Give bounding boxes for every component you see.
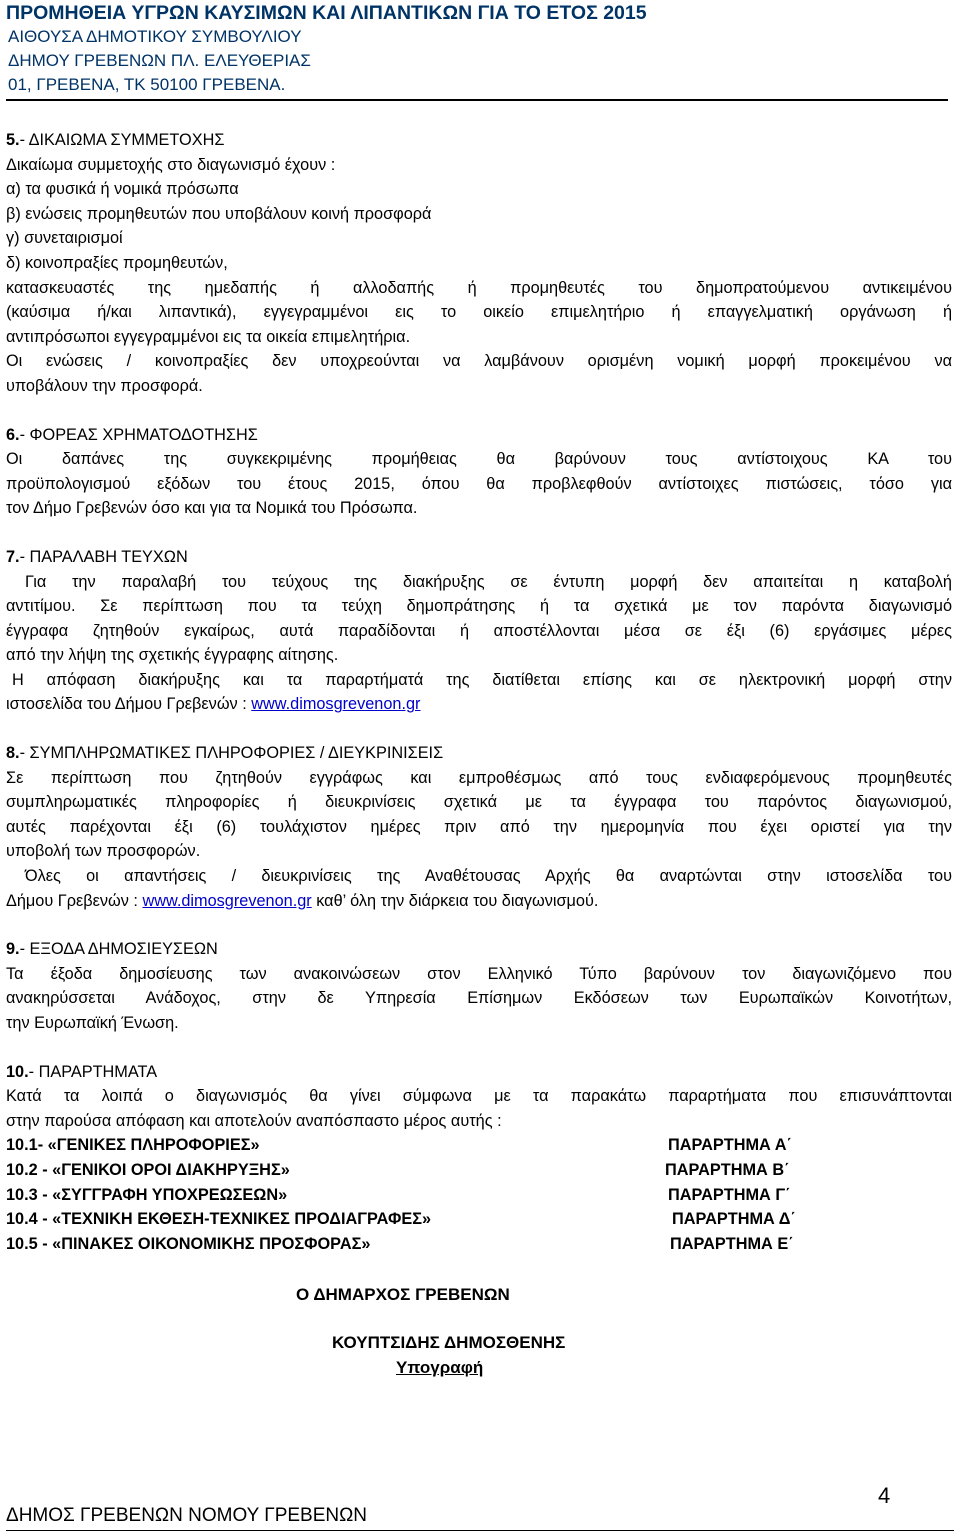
annex-row [6, 1207, 952, 1232]
annex-name: 10.3 - «ΣΥΓΓΡΑΦΗ ΥΠΟΧΡΕΩΣΕΩΝ» [6, 1185, 288, 1204]
section-9-title: - ΕΞΟΔΑ ΔΗΜΟΣΙΕΥΣΕΩΝ [19, 940, 218, 959]
mayor-name: ΚΟΥΠΤΣΙΔΗΣ ΔΗΜΟΣΘΕΝΗΣ [332, 1333, 566, 1352]
footer-municipality: ΔΗΜΟΣ ΓΡΕΒΕΝΩΝ ΝΟΜΟΥ ΓΡΕΒΕΝΩΝ [6, 1505, 368, 1526]
section-6-paragraph-line: τον Δήμο Γρεβενών όσο και για τα Νομικά του Πρόσωπα. [6, 499, 418, 518]
section-8-heading [6, 741, 952, 766]
section-7-number: 7. [6, 547, 20, 566]
section-6-paragraph-line: Οι δαπάνες της συγκεκριμένης προμήθειας θα βαρύνουν τους αντίστοιχους ΚΑ του [6, 450, 952, 469]
section-6-heading [6, 423, 952, 448]
section-5-paragraph-line: αντιπρόσωποι εγγεγραμμένοι εις τα οικεία επιμελητήρια. [6, 327, 411, 346]
section-5-title: - ΔΙΚΑΙΩΜΑ ΣΥΜΜΕΤΟΧΗΣ [19, 131, 225, 149]
section-7-paragraph-line: Η απόφαση διακήρυξης και τα παραρτήματά της διατίθεται επίσης και σε ηλεκτρονική μορφή στην [12, 670, 952, 689]
annex-row [6, 1133, 952, 1158]
section-7-paragraph-line: Για την παραλαβή του τεύχους της διακήρυξης σε έντυπη μορφή δεν απαιτείται η καταβολή [25, 572, 952, 591]
section-8-number: 8. [6, 744, 20, 763]
section-7-paragraph-line: αντιτίμου. Σε περίπτωση που τα τεύχη δημοπράτησης ή τα σχετικά με τον παρόντα διαγωνισμό [6, 597, 952, 616]
annex-label: ΠΑΡΑΡΤΗΜΑ Δ΄ [672, 1210, 796, 1229]
section-5-paragraph-line: κατασκευαστές της ημεδαπής ή αλλοδαπής ή προμηθευτές του δημοπρατούμενου αντικειμένου [6, 278, 952, 297]
section-5-line: γ) συνεταιρισμοί [6, 229, 123, 248]
annex-name: 10.2 - «ΓΕΝΙΚΟΙ ΟΡΟΙ ΔΙΑΚΗΡΥΞΗΣ» [6, 1160, 290, 1179]
annex-row [6, 1232, 952, 1257]
website-link[interactable]: www.dimosgrevenon.gr [142, 891, 312, 910]
section-6-paragraph-line: προϋπολογισμού εξόδων του έτους 2015, όπου θα προβλεφθούν αντίστοιχες πιστώσεις, τόσο για [6, 474, 952, 493]
section-7-link-prefix: ιστοσελίδα του Δήμου Γρεβενών : [6, 695, 252, 714]
section-5-number: 5. [6, 131, 20, 149]
section-6-number: 6. [6, 425, 20, 444]
annex-label: ΠΑΡΑΡΤΗΜΑ Α΄ [668, 1136, 792, 1155]
section-10-number: 10. [6, 1062, 29, 1081]
section-8-title: - ΣΥΜΠΛΗΡΩΜΑΤΙΚΕΣ ΠΛΗΡΟΦΟΡΙΕΣ / ΔΙΕΥΚΡΙΝΙΣΕΙΣ [19, 744, 444, 763]
annex-label: ΠΑΡΑΡΤΗΜΑ Ε΄ [670, 1234, 794, 1253]
section-5-line: β) ενώσεις προμηθευτών που υποβάλουν κοινή προσφορά [6, 204, 432, 223]
section-7-title: - ΠΑΡΑΛΑΒΗ ΤΕΥΧΩΝ [19, 547, 188, 566]
section-8-paragraph-line: αυτές παρέχονται έξι (6) τουλάχιστον ημέρες πριν από την ημερομηνία που έχει οριστεί για την [6, 817, 952, 836]
section-8-paragraph-line: Όλες οι απαντήσεις / διευκρινίσεις της Αναθέτουσας Αρχής θα αναρτώνται στην ιστοσελίδα του [25, 867, 952, 886]
document-body [6, 128, 952, 1256]
website-link[interactable]: www.dimosgrevenon.gr [251, 695, 421, 714]
section-9-paragraph-line: την Ευρωπαϊκή Ένωση. [6, 1014, 179, 1032]
address-line-2: ΔΗΜΟΥ ΓΡΕΒΕΝΩΝ ΠΛ. ΕΛΕΥΘΕΡΙΑΣ [8, 51, 311, 70]
annex-name: 10.1- «ΓΕΝΙΚΕΣ ΠΛΗΡΟΦΟΡΙΕΣ» [6, 1136, 260, 1155]
section-5-paragraph-line: Οι ενώσεις / κοινοπραξίες δεν υποχρεούνται να λαμβάνουν ορισμένη νομική μορφή προκειμένου να [6, 352, 952, 371]
address-line-1: ΑΙΘΟΥΣΑ ΔΗΜΟΤΙΚΟΥ ΣΥΜΒΟΥΛΙΟΥ [8, 27, 302, 46]
signature-label: Υπογραφή [396, 1358, 484, 1377]
section-7-link-line [6, 692, 952, 717]
annex-name: 10.4 - «ΤΕΧΝΙΚΗ ΕΚΘΕΣΗ-ΤΕΧΝΙΚΕΣ ΠΡΟΔΙΑΓΡΑΦΕΣ» [6, 1210, 432, 1229]
annex-label: ΠΑΡΑΡΤΗΜΑ Β΄ [665, 1160, 790, 1179]
section-7-heading [6, 545, 952, 570]
section-8-link-suffix: καθ’ όλη την διάρκεια του διαγωνισμού. [311, 891, 599, 910]
section-8-paragraph-line: υποβολή των προσφορών. [6, 842, 201, 861]
section-5-paragraph-line: υποβάλουν την προσφορά. [6, 376, 203, 395]
section-6-title: - ΦΟΡΕΑΣ ΧΡΗΜΑΤΟΔΟΤΗΣΗΣ [19, 425, 258, 444]
header-address-box [6, 27, 948, 101]
section-5-line: α) τα φυσικά ή νομικά πρόσωπα [6, 180, 239, 199]
section-8-paragraph-line: συμπληρωματικές πληροφορίες ή διευκρινίσεις σχετικά με τα έγγραφα του παρόντος διαγωνισμού, [6, 793, 952, 812]
section-5-line: Δικαίωμα συμμετοχής στο διαγωνισμό έχουν : [6, 155, 336, 174]
address-line-3: 01, ΓΡΕΒΕΝΑ, ΤΚ 50100 ΓΡΕΒΕΝΑ. [8, 75, 286, 94]
annex-name: 10.5 - «ΠΙΝΑΚΕΣ ΟΙΚΟΝΟΜΙΚΗΣ ΠΡΟΣΦΟΡΑΣ» [6, 1234, 371, 1253]
section-7-paragraph-line: έγγραφα ζητηθούν εγκαίρως, αυτά παραδίδονται ή αποστέλλονται μέσα σε έξι (6) εργάσιμες μέρες [6, 621, 952, 640]
section-5-line: δ) κοινοπραξίες προμηθευτών, [6, 253, 228, 272]
section-10-title: - ΠΑΡΑΡΤΗΜΑΤΑ [28, 1062, 158, 1081]
section-10-heading [6, 1060, 952, 1085]
section-10-paragraph-line: Κατά τα λοιπά ο διαγωνισμός θα γίνει σύμφωνα με τα παρακάτω παραρτήματα που επισυνάπτονται [6, 1087, 952, 1106]
section-9-heading [6, 937, 952, 962]
section-8-link-line [6, 889, 952, 914]
section-10-paragraph-line: στην παρούσα απόφαση και αποτελούν αναπόσπαστο μέρος αυτής : [6, 1111, 502, 1130]
document-title: ΠΡΟΜΗΘΕΙΑ ΥΓΡΩΝ ΚΑΥΣΙΜΩΝ ΚΑΙ ΛΙΠΑΝΤΙΚΩΝ ΓΙΑ ΤΟ ΕΤΟΣ 2015 [6, 2, 647, 24]
section-9-paragraph-line: ανακηρύσσεται Ανάδοχος, στην δε Υπηρεσία Επίσημων Εκδόσεων των Ευρωπαϊκών Κοινοτήτων, [6, 989, 952, 1008]
annex-label: ΠΑΡΑΡΤΗΜΑ Γ΄ [668, 1185, 791, 1204]
section-9-number: 9. [6, 940, 20, 959]
section-5-heading [6, 128, 952, 153]
mayor-title: Ο ΔΗΜΑΡΧΟΣ ΓΡΕΒΕΝΩΝ [296, 1285, 510, 1304]
page-number: 4 [878, 1483, 891, 1508]
section-9-paragraph-line: Τα έξοδα δημοσίευσης των ανακοινώσεων στον Ελληνικό Τύπο βαρύνουν τον διαγωνιζόμενο που [6, 964, 952, 983]
annex-row [6, 1158, 952, 1183]
section-7-paragraph-line: από την λήψη της σχετικής έγγραφης αίτησης. [6, 646, 339, 665]
section-5-paragraph-line: (καύσιμα ή/και λιπαντικά), εγγεγραμμένοι εις το οικείο επιμελητήριο ή επαγγελματική οργάνωση ή [6, 303, 952, 322]
section-8-link-prefix: Δήμου Γρεβενών : [6, 891, 143, 910]
annex-row [6, 1183, 952, 1208]
section-8-paragraph-line: Σε περίπτωση που ζητηθούν εγγράφως και εμπροθέσμως από τους ενδιαφερόμενους προμηθευτές [6, 768, 952, 787]
